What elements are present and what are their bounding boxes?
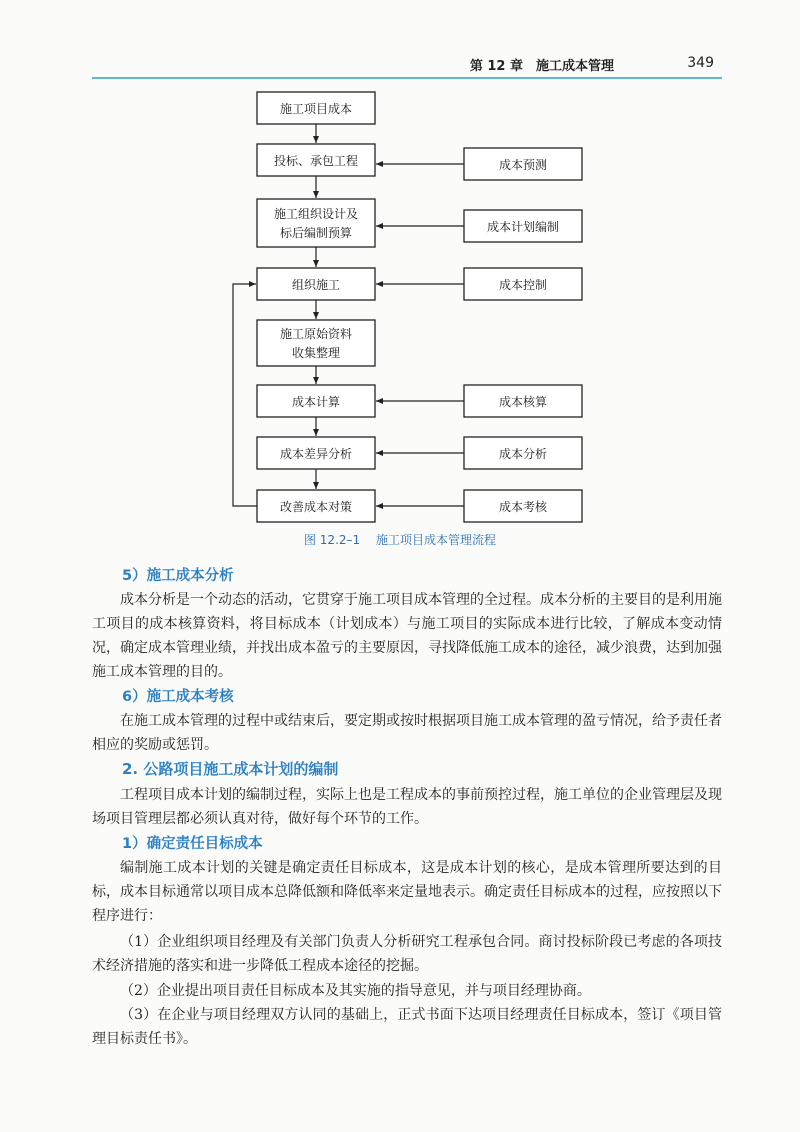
left-step-7-label: 成本差异分析 [279, 447, 353, 461]
paragraph-target-cost: 编制施工成本计划的关键是确定责任目标成本，这是成本计划的核心，是成本管理所要达到的目标，成本目标通常以项目成本总降低额和降低率来定量地表示。确定责任目标成本的过程，应按照以下程序进行： [92, 860, 722, 924]
page-number: 349 [687, 55, 714, 71]
cost-management-flowchart [0, 0, 800, 540]
chapter-title: 第 12 章 施工成本管理 [469, 59, 614, 74]
left-step-1 [257, 92, 375, 124]
figure-title: 施工项目成本管理流程 [375, 533, 496, 547]
left-step-3-label-line2: 标后编制预算 [279, 226, 353, 240]
heading-target-cost: 1）确定责任目标成本 [122, 836, 263, 852]
horizontal-arrows [376, 164, 464, 506]
heading-cost-plan: 2. 公路项目施工成本计划的编制 [122, 760, 339, 778]
paragraph-cost-assessment: 在施工成本管理的过程中或结束后，要定期或按时根据项目施工成本管理的盈亏情况，给予责任者相应的奖励或惩罚。 [92, 713, 722, 753]
left-step-1-label: 施工项目成本 [279, 102, 353, 116]
procedure-step-3: （3）在企业与项目经理双方认同的基础上，正式书面下达项目经理责任目标成本，签订《项目管理目标责任书》。 [92, 1007, 722, 1047]
left-step-3 [257, 199, 375, 247]
right-step-3 [464, 268, 582, 300]
left-step-4 [257, 268, 375, 300]
left-step-7 [257, 437, 375, 469]
left-step-8 [257, 490, 375, 522]
right-step-6 [464, 490, 582, 522]
figure-caption [0, 531, 800, 548]
right-step-5 [464, 437, 582, 469]
heading-cost-assessment: 6）施工成本考核 [122, 689, 234, 705]
left-step-5-label-line1: 施工原始资料 [279, 327, 353, 341]
left-step-2 [257, 144, 375, 176]
procedure-step-1: （1）企业组织项目经理及有关部门负责人分析研究工程承包合同。商讨投标阶段已考虑的各项技术经济措施的落实和进一步降低工程成本途径的挖掘。 [92, 934, 722, 974]
procedure-step-2: （2）企业提出项目责任目标成本及其实施的指导意见，并与项目经理协商。 [120, 983, 591, 999]
right-step-1 [464, 148, 582, 180]
left-step-3-label-line1: 施工组织设计及 [273, 207, 359, 221]
right-step-4-label: 成本核算 [498, 395, 548, 409]
right-step-2-label: 成本计划编制 [486, 220, 560, 234]
right-step-6-label: 成本考核 [498, 500, 548, 514]
left-step-4-label: 组织施工 [291, 278, 341, 292]
left-step-5 [257, 320, 375, 366]
left-step-6-label: 成本计算 [291, 395, 341, 409]
left-step-5-label-line2: 收集整理 [291, 346, 341, 360]
heading-cost-analysis: 5）施工成本分析 [122, 568, 234, 584]
left-step-2-label: 投标、承包工程 [273, 154, 359, 168]
paragraph-cost-plan: 工程项目成本计划的编制过程，实际上也是工程成本的事前预控过程，施工单位的企业管理层及现场项目管理层都必须认真对待，做好每个环节的工作。 [92, 787, 722, 827]
paragraph-cost-analysis: 成本分析是一个动态的活动，它贯穿于施工项目成本管理的全过程。成本分析的主要目的是利用施工项目的成本核算资料，将目标成本（计划成本）与施工项目的实际成本进行比较，了解成本变动情况，确定成本管理业绩，并找出成本盈亏的主要原因，寻找降低施工成本的途径，减少浪费，达到加强施工成本管理的目的。 [92, 592, 722, 680]
left-step-8-label: 改善成本对策 [279, 500, 353, 514]
right-step-4 [464, 385, 582, 417]
feedback-loop-arrow [233, 284, 257, 506]
right-step-1-label: 成本预测 [498, 158, 548, 172]
figure-number: 图 12.2–1 [303, 533, 361, 547]
right-step-3-label: 成本控制 [498, 278, 548, 292]
right-step-2 [464, 210, 582, 242]
left-step-6 [257, 385, 375, 417]
right-step-5-label: 成本分析 [498, 447, 548, 461]
